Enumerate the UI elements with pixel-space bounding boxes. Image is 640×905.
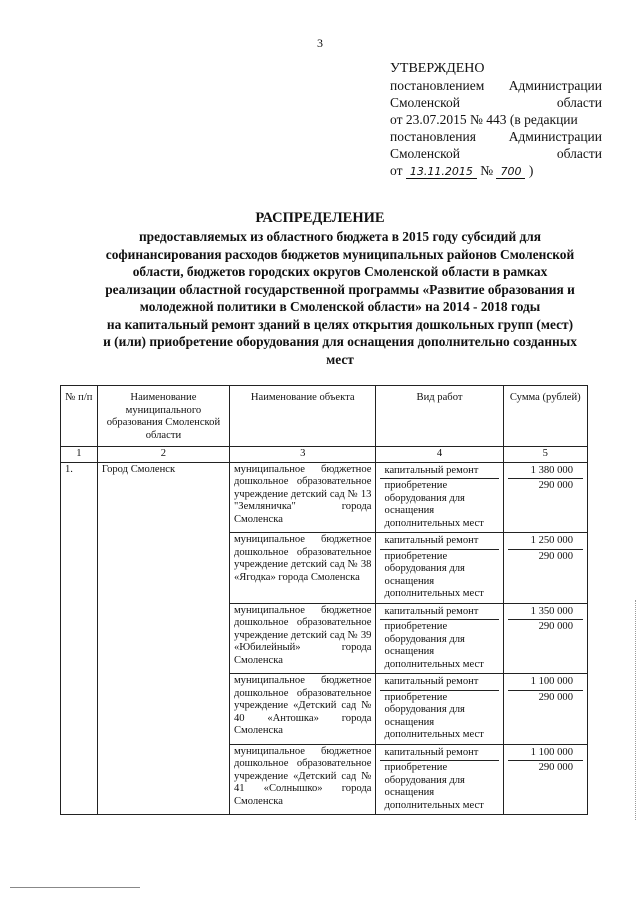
work-cell: капитальный ремонт приобретение оборудования для оснащения дополнительных мест [376,674,503,745]
table-header-row [61,386,588,447]
header-municipality: Наименование муниципального образования Смоленской области [97,386,229,447]
header-number: № п/п [61,386,98,447]
handwritten-date: 13.11.2015 [406,165,477,179]
header-object: Наименование объекта [229,386,376,447]
approval-line-2: Смоленской области [390,95,602,110]
municipality-cell: Город Смоленск [97,462,229,815]
sum-cell: 1 380 000 290 000 [503,462,587,533]
distribution-table [60,385,588,815]
work-cell: капитальный ремонт приобретение оборудования для оснащения дополнительных мест [376,744,503,815]
sum-cell: 1 100 000 290 000 [503,744,587,815]
approval-line-3: от 23.07.2015 № 443 (в редакции [390,112,578,127]
sum-cell: 1 250 000 290 000 [503,533,587,604]
column-number-row: 1 2 3 4 5 [61,447,588,463]
table-row [61,462,588,533]
work-cell: капитальный ремонт приобретение оборудования для оснащения дополнительных мест [376,603,503,674]
object-cell: муниципальное бюджетное дошкольное образовательное учреждение детский сад № 39 «Юбилейный» города Смоленска [229,603,376,674]
approval-title: УТВЕРЖДЕНО [390,61,485,76]
scan-edge [634,600,636,820]
object-cell: муниципальное бюджетное дошкольное образовательное учреждение детский сад № 38 «Ягодка» города Смоленска [229,533,376,604]
sum-cell: 1 100 000 290 000 [503,674,587,745]
approval-block [390,60,602,180]
document-subtitle: предоставляемых из областного бюджета в 2015 году субсидий для софинансирования расходов бюджетов муниципальных районов Смоленской области, бюджетов городских округов Смоленской области в рамках реализации областной государственной программы «Развитие образования и молодежной политики в Смоленской области» на 2014 - 2018 годы на капитальный ремонт зданий в целях открытия дошкольных групп (мест) и (или) приобретение оборудования для оснащения дополнительно созданных мест [103,229,577,367]
approval-line-4: постановления Администрации [390,129,602,144]
work-cell: капитальный ремонт приобретение оборудования для оснащения дополнительных мест [376,533,503,604]
approval-line-5: Смоленской области [390,146,602,161]
approval-line-6: от 13.11.2015 № 700 ) [390,163,534,178]
handwritten-number: 700 [496,165,525,179]
page-number: 3 [317,36,323,50]
approval-line-1: постановлением Администрации [390,78,602,93]
row-number: 1. [61,462,98,815]
header-work-type: Вид работ [376,386,503,447]
footer-rule [10,887,140,888]
sum-cell: 1 350 000 290 000 [503,603,587,674]
document-title: РАСПРЕДЕЛЕНИЕ [255,210,385,226]
object-cell: муниципальное бюджетное дошкольное образовательное учреждение «Детский сад № 41 «Солнышко» города Смоленска [229,744,376,815]
object-cell: муниципальное бюджетное дошкольное образовательное учреждение «Детский сад № 40 «Антошка» города Смоленска [229,674,376,745]
header-sum: Сумма (рублей) [503,386,587,447]
object-cell: муниципальное бюджетное дошкольное образовательное учреждение детский сад № 13 "Земляничка" города Смоленска [229,462,376,533]
work-cell: капитальный ремонт приобретение оборудования для оснащения дополнительных мест [376,462,503,533]
